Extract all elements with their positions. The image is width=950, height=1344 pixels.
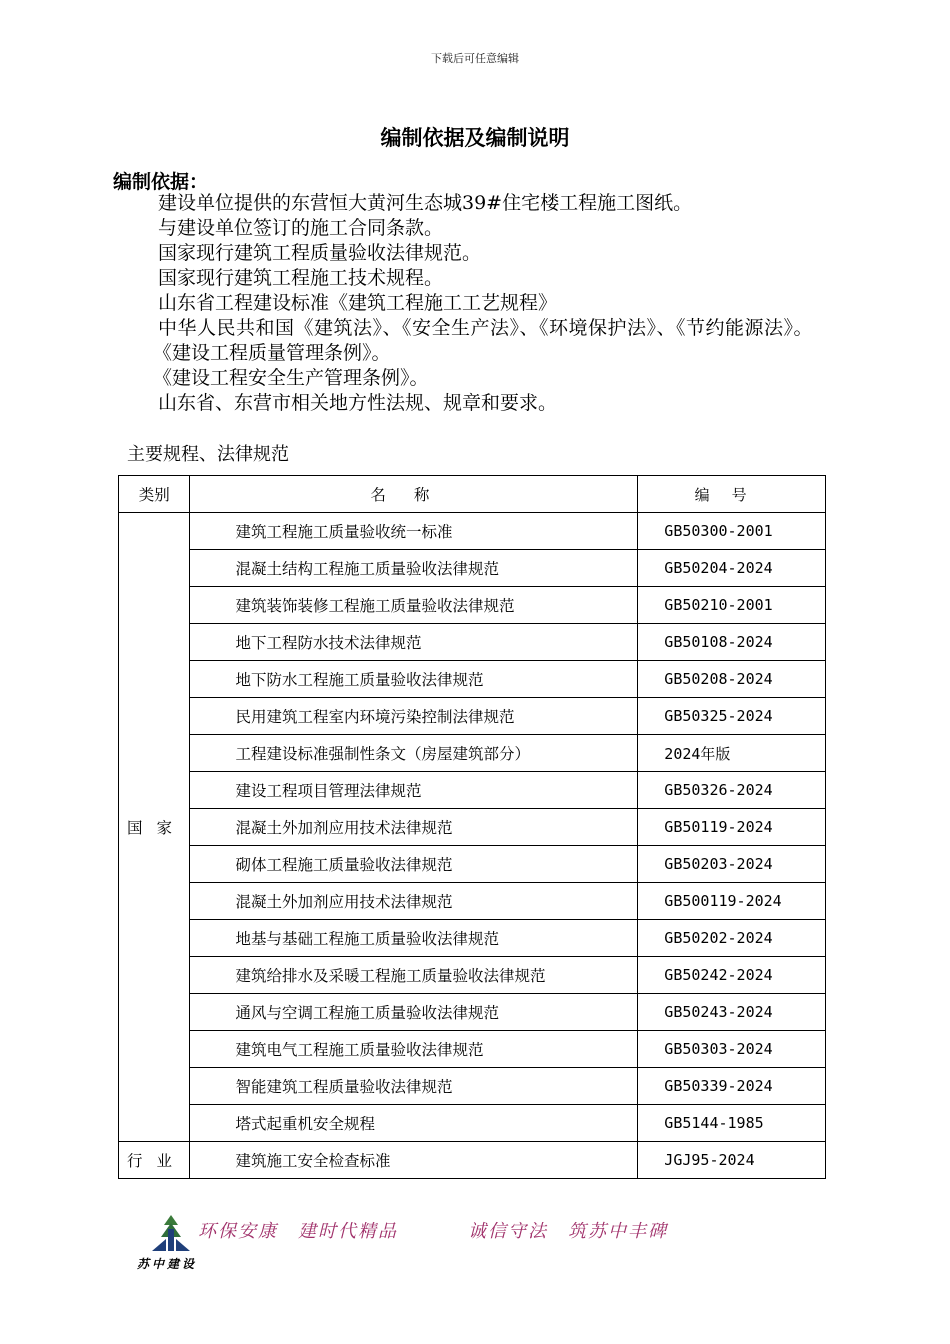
header-note: 下载后可任意编辑: [431, 52, 519, 65]
header-category: 类别: [119, 476, 190, 513]
table-row: [119, 1068, 826, 1105]
standard-name: 塔式起重机安全规程: [190, 1105, 638, 1142]
basis-item: 中华人民共和国《建筑法》、《安全生产法》、《环境保护法》、《节约能源法》。: [158, 317, 814, 339]
table-row: [119, 1105, 826, 1142]
standard-name: 混凝土结构工程施工质量验收法律规范: [190, 550, 638, 587]
standard-code: GB50326-2024: [638, 772, 826, 809]
standard-code: GB50325-2024: [638, 698, 826, 735]
standard-name: 民用建筑工程室内环境污染控制法律规范: [190, 698, 638, 735]
standard-code: JGJ95-2024: [638, 1142, 826, 1179]
standard-code: GB50210-2001: [638, 587, 826, 624]
section-heading: 编制依据：: [113, 171, 209, 193]
table-row: [119, 994, 826, 1031]
header-code: 编号: [638, 476, 826, 513]
table-row: [119, 735, 826, 772]
basis-list: [113, 191, 858, 416]
standard-name: 工程建设标准强制性条文（房屋建筑部分）: [190, 735, 638, 772]
standard-name: 砌体工程施工质量验收法律规范: [190, 846, 638, 883]
company-logo-icon: [148, 1213, 194, 1253]
standard-code: GB50243-2024: [638, 994, 826, 1031]
table-row: [119, 809, 826, 846]
standard-code: GB500119-2024: [638, 883, 826, 920]
standard-name: 建筑给排水及采暖工程施工质量验收法律规范: [190, 957, 638, 994]
standard-code: GB50108-2024: [638, 624, 826, 661]
basis-item: 《建设工程安全生产管理条例》。: [153, 367, 429, 389]
table-row: [119, 698, 826, 735]
standard-code: GB50202-2024: [638, 920, 826, 957]
slogan-right: 诚信守法 筑苏中丰碑: [468, 1221, 668, 1242]
basis-item: 与建设单位签订的施工合同条款。: [158, 217, 444, 239]
standard-name: 建筑施工安全检查标准: [190, 1142, 638, 1179]
table-row: [119, 920, 826, 957]
standard-code: 2024年版: [638, 735, 826, 772]
standard-name: 混凝土外加剂应用技术法律规范: [190, 809, 638, 846]
footer: [0, 1213, 950, 1283]
table-row: [119, 883, 826, 920]
standard-name: 建设工程项目管理法律规范: [190, 772, 638, 809]
standard-code: GB50204-2024: [638, 550, 826, 587]
table-row: [119, 661, 826, 698]
standard-name: 建筑工程施工质量验收统一标准: [190, 513, 638, 550]
standard-code: GB50303-2024: [638, 1031, 826, 1068]
basis-item: 国家现行建筑工程施工技术规程。: [158, 267, 444, 289]
table-body: [119, 513, 826, 1179]
table-header-row: [119, 476, 826, 513]
table-row: [119, 587, 826, 624]
category-industry: 行业: [119, 1142, 190, 1179]
table-row: [119, 1031, 826, 1068]
table-row: [119, 772, 826, 809]
standard-name: 地下工程防水技术法律规范: [190, 624, 638, 661]
standard-code: GB50208-2024: [638, 661, 826, 698]
standard-name: 地基与基础工程施工质量验收法律规范: [190, 920, 638, 957]
standard-name: 通风与空调工程施工质量验收法律规范: [190, 994, 638, 1031]
table-row: [119, 846, 826, 883]
standard-code: GB50242-2024: [638, 957, 826, 994]
table-row: [119, 624, 826, 661]
company-logo-text: 苏中建设: [137, 1257, 198, 1271]
slogan-left: 环保安康 建时代精品: [198, 1221, 398, 1242]
basis-item: 国家现行建筑工程质量验收法律规范。: [158, 242, 482, 264]
standard-code: GB5144-1985: [638, 1105, 826, 1142]
standard-name: 智能建筑工程质量验收法律规范: [190, 1068, 638, 1105]
standards-table: [118, 475, 826, 1179]
sub-heading: 主要规程、法律规范: [127, 444, 289, 465]
table-row: [119, 550, 826, 587]
standard-code: GB50119-2024: [638, 809, 826, 846]
standard-code: GB50339-2024: [638, 1068, 826, 1105]
header-name: 名称: [190, 476, 638, 513]
standard-name: 建筑电气工程施工质量验收法律规范: [190, 1031, 638, 1068]
basis-item: 建设单位提供的东营恒大黄河生态城39#住宅楼工程施工图纸。: [158, 192, 693, 214]
standard-code: GB50203-2024: [638, 846, 826, 883]
basis-item: 《建设工程质量管理条例》。: [153, 342, 391, 364]
document-title: 编制依据及编制说明: [380, 126, 570, 150]
table-row: [119, 1142, 826, 1179]
basis-item: 山东省、东营市相关地方性法规、规章和要求。: [158, 392, 558, 414]
basis-item: 山东省工程建设标准《建筑工程施工工艺规程》: [158, 292, 558, 314]
standard-name: 混凝土外加剂应用技术法律规范: [190, 883, 638, 920]
table-row: [119, 513, 826, 550]
category-national: 国家: [119, 513, 190, 1142]
standard-code: GB50300-2001: [638, 513, 826, 550]
standard-name: 地下防水工程施工质量验收法律规范: [190, 661, 638, 698]
table-row: [119, 957, 826, 994]
standard-name: 建筑装饰装修工程施工质量验收法律规范: [190, 587, 638, 624]
